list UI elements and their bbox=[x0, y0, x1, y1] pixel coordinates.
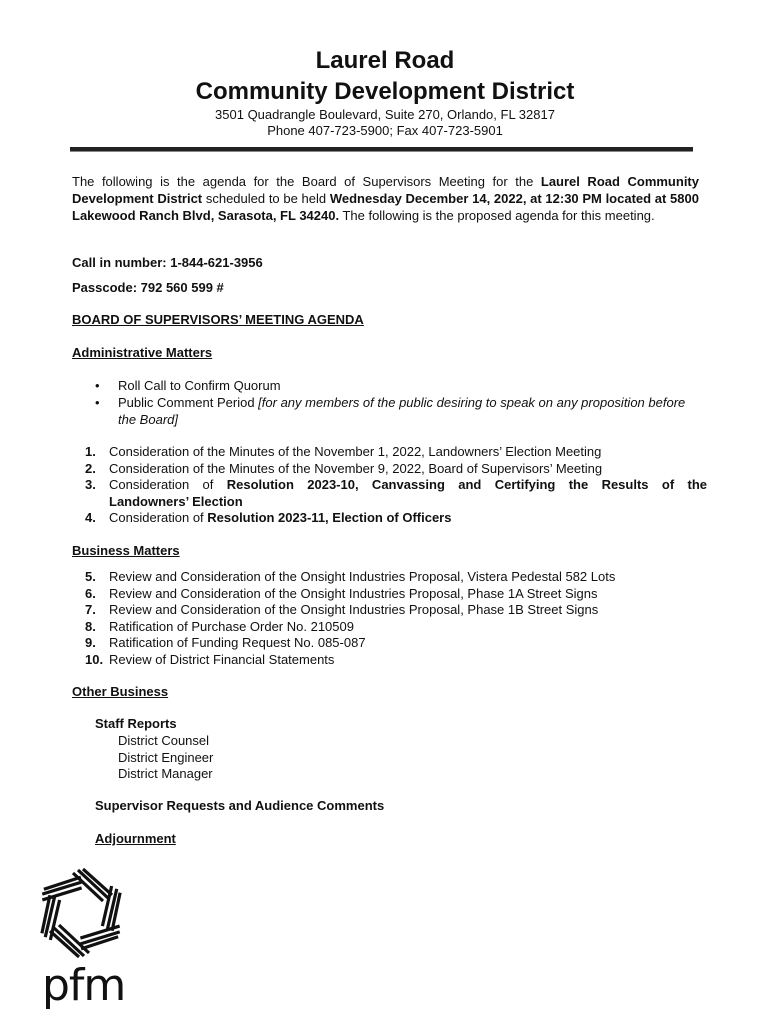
item-text: Ratification of Funding Request No. 085-087 bbox=[109, 635, 366, 650]
pfm-logo-icon bbox=[36, 868, 126, 958]
item-text: Review of District Financial Statements bbox=[109, 651, 335, 667]
agenda-item bbox=[85, 569, 707, 586]
admin-items-list bbox=[85, 444, 707, 527]
item-text: Consideration of bbox=[109, 510, 208, 525]
item-number: 2. bbox=[85, 460, 96, 476]
agenda-item bbox=[85, 510, 707, 527]
staff-reports-heading: Staff Reports bbox=[95, 716, 177, 731]
header-divider bbox=[70, 147, 693, 152]
bullet-public-comment-note: [for any members of the public desiring to speak on any proposition before the Board] bbox=[118, 395, 686, 427]
district-title-line1: Laurel Road bbox=[315, 47, 455, 74]
business-items-list bbox=[85, 569, 707, 668]
district-address: 3501 Quadrangle Boulevard, Suite 270, Orlando, FL 32817 bbox=[215, 107, 555, 122]
agenda-item bbox=[85, 444, 707, 461]
item-text: Review and Consideration of the Onsight Industries Proposal, Phase 1A Street Signs bbox=[109, 585, 598, 601]
admin-matters-heading: Administrative Matters bbox=[72, 345, 213, 360]
staff-reports-list bbox=[118, 733, 213, 783]
other-business-heading: Other Business bbox=[72, 684, 169, 699]
admin-bullets bbox=[95, 377, 695, 428]
adjournment: Adjournment bbox=[95, 831, 176, 846]
item-resolution: Resolution 2023-11, Election of Officers bbox=[207, 510, 452, 525]
bullet-public-comment bbox=[95, 394, 695, 428]
item-text: Consideration of the Minutes of the November 1, 2022, Landowners’ Election Meeting bbox=[109, 444, 602, 459]
agenda-item bbox=[85, 652, 707, 669]
passcode: Passcode: 792 560 599 # bbox=[72, 280, 224, 295]
agenda-item bbox=[85, 477, 707, 510]
report-district-manager: District Manager bbox=[118, 766, 213, 781]
supervisor-requests: Supervisor Requests and Audience Comments bbox=[95, 798, 385, 813]
call-in-number: Call in number: 1-844-621-3956 bbox=[72, 255, 263, 270]
item-text: Review and Consideration of the Onsight Industries Proposal, Vistera Pedestal 582 Lots bbox=[109, 569, 616, 584]
item-text: Consideration of the Minutes of the November 9, 2022, Board of Supervisors’ Meeting bbox=[109, 460, 603, 476]
agenda-item bbox=[85, 586, 707, 603]
report-district-engineer: District Engineer bbox=[118, 749, 214, 765]
item-number: 9. bbox=[85, 635, 96, 650]
item-text: Ratification of Purchase Order No. 210509 bbox=[109, 618, 354, 634]
intro-text-3: The following is the proposed agenda for this meeting. bbox=[339, 208, 655, 223]
agenda-item bbox=[85, 602, 707, 619]
pfm-logo-text: pfm bbox=[42, 960, 126, 1011]
item-resolution-cont: Landowners’ Election bbox=[109, 493, 243, 509]
agenda-item bbox=[85, 619, 707, 636]
item-number: 1. bbox=[85, 444, 96, 459]
business-matters-heading: Business Matters bbox=[72, 543, 180, 558]
bullet-roll-call bbox=[95, 377, 695, 394]
item-number: 5. bbox=[85, 569, 96, 584]
intro-text-2: scheduled to be held bbox=[202, 191, 330, 206]
bullet-public-comment-text: Public Comment Period bbox=[118, 395, 259, 410]
intro-district-name: Laurel Road Community Development District bbox=[72, 174, 699, 206]
bullet-roll-call-text: Roll Call to Confirm Quorum bbox=[118, 378, 281, 393]
agenda-title: BOARD OF SUPERVISORS’ MEETING AGENDA bbox=[72, 312, 364, 327]
item-text: Consideration of bbox=[109, 477, 227, 492]
intro-paragraph bbox=[72, 173, 699, 224]
item-resolution: Resolution 2023-10, Canvassing and Certifying the Results of the bbox=[226, 477, 707, 492]
intro-text-1: The following is the agenda for the Board of Supervisors Meeting for the bbox=[72, 174, 541, 189]
item-number: 4. bbox=[85, 510, 96, 525]
item-number: 3. bbox=[85, 477, 96, 492]
item-text: Review and Consideration of the Onsight Industries Proposal, Phase 1B Street Signs bbox=[109, 602, 599, 617]
agenda-item bbox=[85, 461, 707, 478]
intro-meeting-time-location: Wednesday December 14, 2022, at 12:30 PM located at 5800 Lakewood Ranch Blvd, Sarasota, FL 34240. bbox=[72, 191, 699, 223]
item-number: 6. bbox=[85, 585, 96, 601]
report-district-counsel: District Counsel bbox=[118, 733, 210, 748]
item-number: 8. bbox=[85, 618, 96, 634]
agenda-item bbox=[85, 635, 707, 652]
item-number: 7. bbox=[85, 602, 96, 617]
item-number: 10. bbox=[85, 651, 104, 667]
district-phone: Phone 407-723-5900; Fax 407-723-5901 bbox=[267, 123, 503, 138]
district-title-line2: Community Development District bbox=[195, 78, 575, 105]
